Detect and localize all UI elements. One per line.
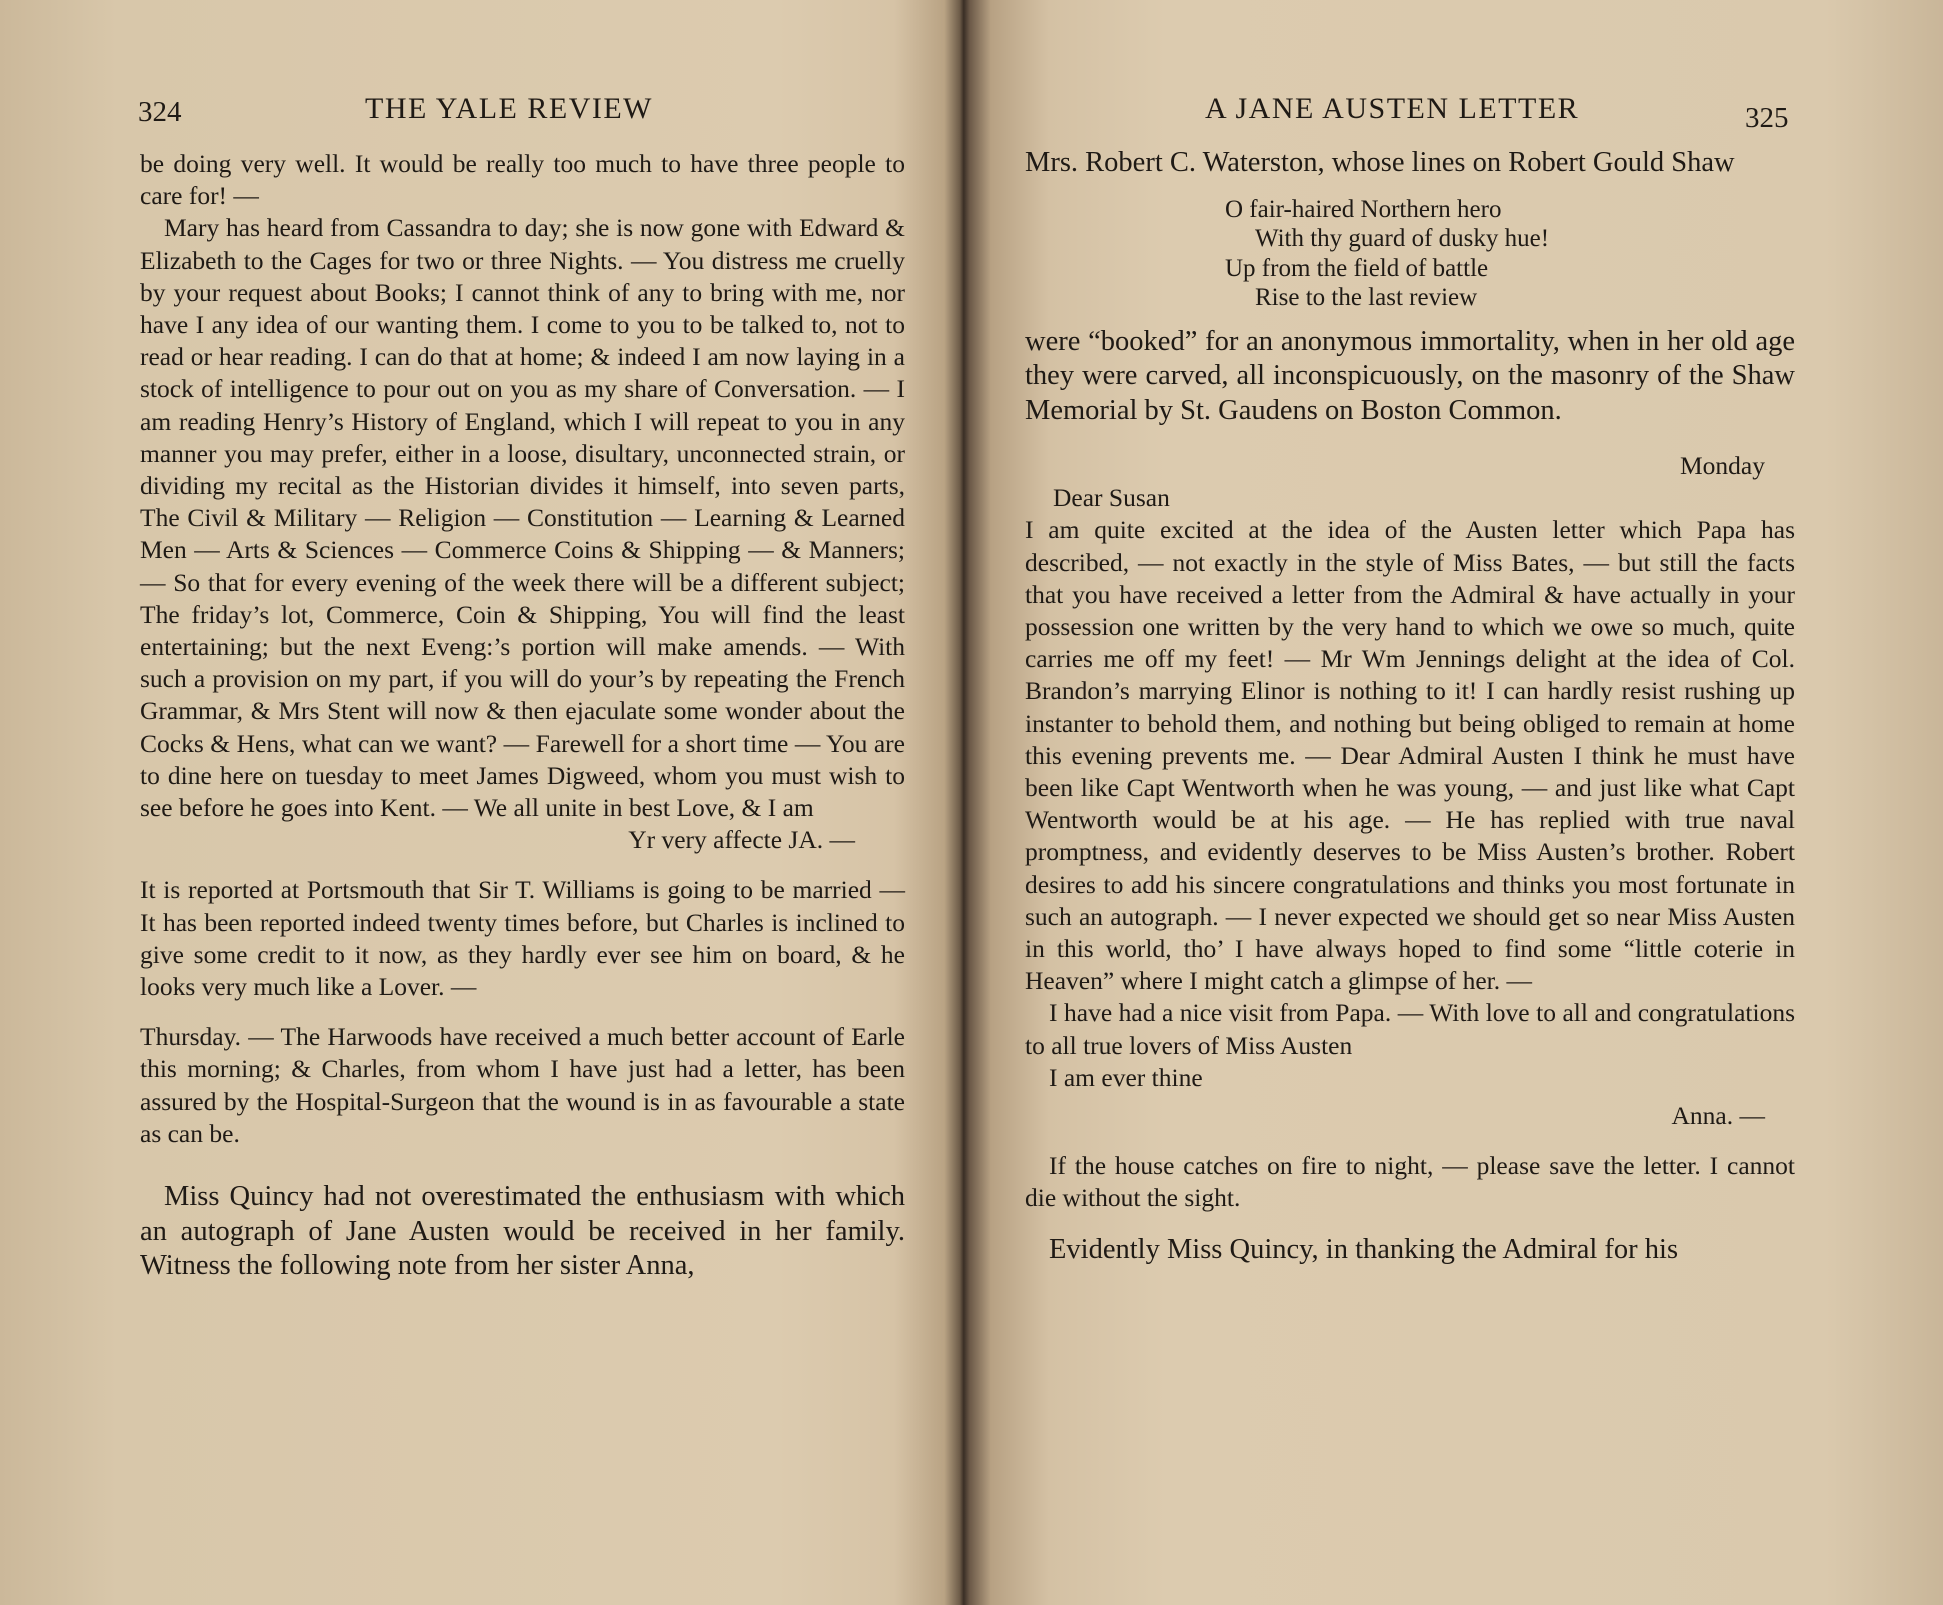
poem-line: O fair-haired Northern hero [1225,195,1502,223]
paragraph: Thursday. — The Harwoods have received a much better account of Earle this morning; & Charles, from whom I have just had a letter, has been assured by the Hospital-Surgeon that the wound is in as favourable a state as can be. [140,1022,905,1148]
paragraph: were “booked” for an anonymous immortality, when in her old age they were carved, all inconspicuously, on the masonry of the Shaw Memorial by St. Gaudens on Boston Common. [1025,325,1795,426]
page-number: 324 [138,96,182,128]
poem-line: Rise to the last review [1255,284,1478,311]
paragraph: Evidently Miss Quincy, in thanking the Admiral for his [1049,1233,1679,1265]
letter-salutation: Dear Susan [1053,483,1170,513]
paragraph: Mary has heard from Cassandra to day; she is now gone with Edward & Elizabeth to the Cages for two or three Nights. — You distress me cruelly by your request about Books; I cannot think of any to bring with me, nor have I any idea of our wanting them. I come to you to be talked to, not to read or hear reading. I can do that at home; & indeed I am now laying in a stock of intelligence to pour out on you as my share of Conversation. — I am reading Henry’s History of England, which I will repeat to you in any manner you may prefer, either in a loose, disultary, unconnected strain, or dividing my recital as the Historian divides it himself, into seven parts, The Civil & Military — Religion — Constitution — Learning & Learned Men — Arts & Sciences — Commerce Coins & Shipping — & Manners; — So that for every evening of the week there will be a different subject; The friday’s lot, Commerce, Coin & Shipping, You will find the least entertaining; but the next Eveng:’s portion will make amends. — With such a provision on my part, if you will do your’s by repeating the French Grammar, & Mrs Stent will now & then ejaculate some wonder about the Cocks & Hens, what can we want? — Farewell for a short time — You are to dine here on tuesday to meet James Digweed, whom you must wish to see before he goes into Kent. — We all unite in best Love, & I am [140,213,905,823]
running-head: A JANE AUSTEN LETTER [1205,92,1580,125]
letter-body: I have had a nice visit from Papa. — With love to all and congratulations to all true lovers of Miss Austen [1025,998,1795,1060]
letter-body: I am quite excited at the idea of the Austen letter which Papa has described, — not exactly in the style of Miss Bates, — but still the facts that you have received a letter from the Admiral & have actually in your possession one written by the very hand to which we owe so much, quite carries me off my feet! — Mr Wm Jennings delight at the idea of Col. Brandon’s marrying Elinor is nothing to it! I can hardly resist rushing up instanter to behold them, and nothing but being obliged to remain at home this evening prevents me. — Dear Admiral Austen I think he must have been like Capt Wentworth when he was young, — and just like what Capt Wentworth would be at his age. — He has replied with true naval promptness, and evidently deserves to be Miss Austen’s brother. Robert desires to add his sincere congratulations and thinks you most fortunate in such an autograph. — I never expected we should get so near Miss Austen in this world, tho’ I have always hoped to find some “little coterie in Heaven” where I might catch a glimpse of her. — [1025,515,1795,996]
letter-closing: I am ever thine [1049,1062,1203,1092]
paragraph: be doing very well. It would be really too much to have three people to care for! — [140,149,905,211]
page-body [1025,146,1795,1267]
paragraph: Miss Quincy had not overestimated the enthusiasm with which an autograph of Jane Austen would be received in her family. Witness the following note from her sister Anna, [140,1181,905,1282]
page-body [140,148,905,1284]
letter-signature: Anna. — [1671,1101,1765,1131]
letter-signature: Yr very affecte JA. — [628,825,855,855]
postscript: If the house catches on fire to night, — please save the letter. I cannot die without the sight. [1025,1151,1795,1213]
paragraph: It is reported at Portsmouth that Sir T. Williams is going to be married — It has been reported indeed twenty times before, but Charles is inclined to give some credit to it now, as they hardly ever see him on board, & he looks very much like a Lover. — [140,875,905,1002]
poem-line: With thy guard of dusky hue! [1255,225,1550,252]
poem-line: Up from the field of battle [1225,254,1489,282]
page-number: 325 [1745,102,1789,134]
left-page [0,0,960,1605]
running-head: THE YALE REVIEW [365,92,653,125]
letter-date: Monday [1680,451,1765,480]
poem [1225,195,1795,313]
right-page [965,0,1943,1605]
paragraph: Mrs. Robert C. Waterston, whose lines on Robert Gould Shaw [1025,147,1735,178]
